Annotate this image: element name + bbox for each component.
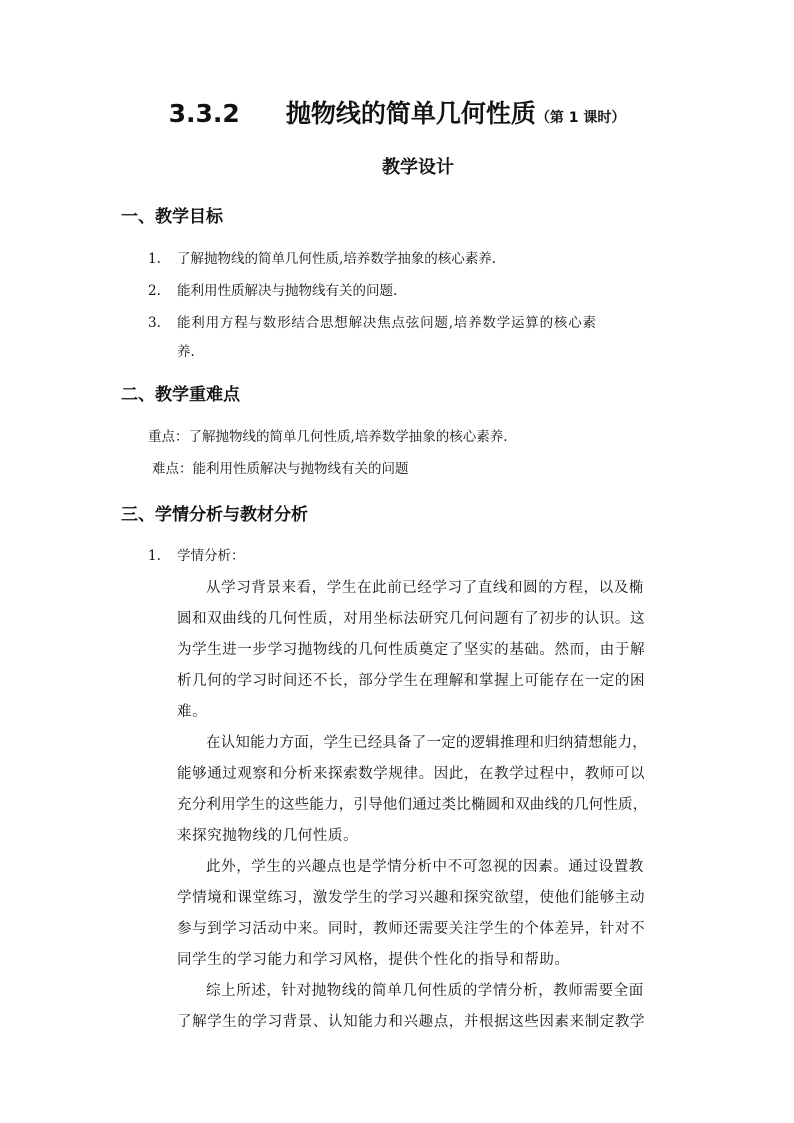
list-item: 能利用性质解决与抛物线有关的问题. [177, 283, 398, 299]
paragraph-line: 充分利用学生的这些能力，引导他们通过类比椭圆和双曲线的几何性质， [177, 797, 648, 813]
paragraph-line: 参与到学习活动中来。同时，教师还需要关注学生的个体差异，针对不 [177, 921, 646, 937]
paragraph-line: 了解学生的学习背景、认知能力和兴趣点，并根据这些因素来制定教学 [177, 1014, 646, 1030]
paragraph-line: 能够通过观察和分析来探索数学规律。因此，在教学过程中，教师可以 [177, 766, 646, 782]
paragraph-line: 来探究抛物线的几何性质。 [177, 828, 359, 844]
list-item-number: 1. [148, 251, 161, 267]
section-heading-objectives: 一、教学目标 [121, 207, 223, 227]
subsection-label: 学情分析： [177, 548, 245, 564]
paragraph-line: 为学生进一步学习抛物线的几何性质奠定了坚实的基础。然而，由于解 [177, 642, 646, 658]
list-item: 能利用方程与数形结合思想解决焦点弦问题,培养数学运算的核心素 [177, 315, 597, 331]
paragraph-line: 学情境和课堂练习，激发学生的学习兴趣和探究欲望，使他们能够主动 [177, 890, 646, 906]
paragraph-line: 析几何的学习时间还不长，部分学生在理解和掌握上可能存在一定的困 [177, 673, 646, 689]
paragraph-line: 难。 [177, 704, 208, 720]
title-suffix: （第 1 课时） [535, 110, 626, 126]
document-subtitle: 教学设计 [382, 157, 454, 178]
section-heading-analysis: 三、学情分析与教材分析 [121, 505, 308, 525]
list-item-number: 3. [148, 315, 161, 331]
document-title [0, 96, 794, 136]
list-item: 了解抛物线的简单几何性质,培养数学抽象的核心素养. [177, 251, 497, 267]
key-point-text: 重点：了解抛物线的简单几何性质,培养数学抽象的核心素养. [148, 429, 508, 445]
list-item-continuation: 养. [177, 344, 195, 360]
list-item-number: 1. [148, 548, 161, 564]
paragraph-line: 从学习背景来看，学生在此前已经学习了直线和圆的方程，以及椭 [206, 580, 644, 596]
section-heading-key-points: 二、教学重难点 [121, 385, 240, 405]
paragraph-line: 此外，学生的兴趣点也是学情分析中不可忽视的因素。通过设置教 [206, 859, 644, 875]
paragraph-line: 圆和双曲线的几何性质，对用坐标法研究几何问题有了初步的认识。这 [177, 611, 646, 627]
paragraph-line: 同学生的学习能力和学习风格，提供个性化的指导和帮助。 [177, 952, 570, 968]
section-number: 3.3.2 [168, 99, 240, 128]
list-item-number: 2. [148, 283, 161, 299]
difficulty-text: 难点：能利用性质解决与抛物线有关的问题 [152, 461, 409, 477]
title-main: 抛物线的简单几何性质 [285, 99, 536, 128]
paragraph-line: 综上所述，针对抛物线的简单几何性质的学情分析，教师需要全面 [206, 983, 644, 999]
paragraph-line: 在认知能力方面，学生已经具备了一定的逻辑推理和归纳猜想能力， [206, 735, 647, 751]
